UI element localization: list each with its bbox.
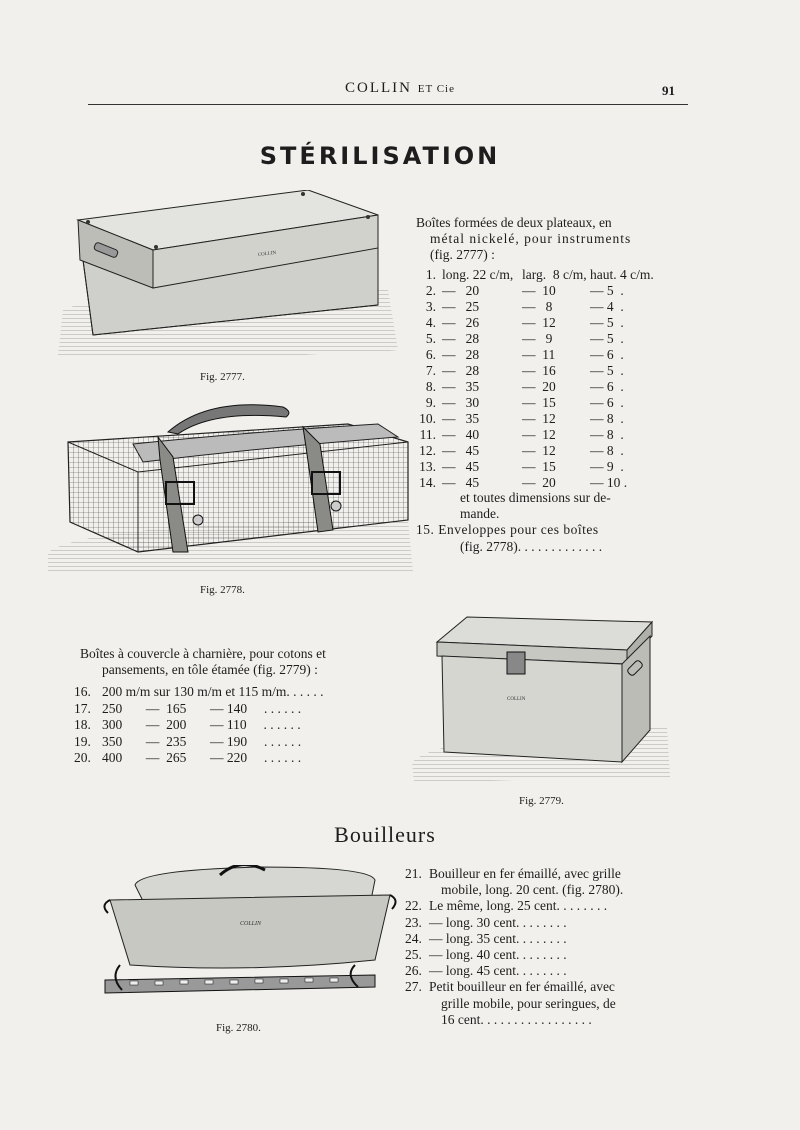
box-size-no: 9. — [425, 395, 436, 410]
header-rule — [88, 104, 688, 105]
box-size-row — [414, 443, 684, 459]
box-size-row — [414, 395, 684, 411]
box-size-b: larg. 8 c/m, — [522, 267, 587, 282]
figure-2779-cotton-box — [412, 612, 677, 792]
box-size-c: haut. 4 c/m. — [590, 267, 654, 282]
boiler-item — [405, 963, 690, 979]
box-size-b: — 15 — [522, 395, 556, 410]
running-head — [0, 80, 800, 97]
box-size-no: 8. — [425, 379, 436, 394]
boxes-intro-line-1: Boîtes formées de deux plateaux, en — [416, 215, 612, 230]
page-title: STÉRILISATION — [259, 142, 501, 170]
box-size-row — [414, 363, 684, 379]
boiler-item-line2: grille mobile, pour seringues, de — [441, 995, 616, 1011]
box-size-c: — 6 . — [590, 395, 624, 410]
box-size-a: — 45 — [442, 443, 480, 458]
boxes-note-line-2: mande. — [460, 506, 500, 522]
box-size-b: — 12 — [522, 315, 556, 330]
cotton-item-number: 20. — [74, 750, 91, 765]
cotton-size-list — [74, 684, 380, 774]
box-size-b: — 9 — [522, 331, 553, 346]
box-size-row — [414, 299, 684, 315]
box-size-c: — 5 . — [590, 331, 624, 346]
boiler-item-line1: — long. 45 cent. . . . . . . . — [429, 963, 567, 979]
caption-fig-2778: Fig. 2778. — [200, 584, 245, 596]
boiler-item-number: 22. — [405, 898, 422, 914]
box-size-c: — 5 . — [590, 315, 624, 330]
boxes-intro-line-2: métal nickelé, pour instruments — [430, 231, 632, 247]
boxes-intro-line-3: (fig. 2777) : — [430, 247, 495, 263]
box-size-no: 13. — [419, 459, 436, 474]
cotton-item-text: 200 m/m sur 130 m/m et 115 m/m. . . . . . — [102, 684, 324, 699]
box-size-row — [414, 475, 684, 491]
caption-fig-2780: Fig. 2780. — [216, 1022, 261, 1034]
boiler-item-line3: 16 cent. . . . . . . . . . . . . . . . . — [441, 1011, 592, 1027]
boiler-item-number: 25. — [405, 947, 422, 963]
box-size-b: — 8 — [522, 299, 553, 314]
item-15-line-2: (fig. 2778). . . . . . . . . . . . . — [460, 538, 603, 554]
box-size-a: — 35 — [442, 379, 480, 394]
cotton-item-text: 250 — 165 — 140 . . . . . . — [102, 700, 302, 716]
box-size-no: 10. — [419, 411, 436, 426]
boiler-item-line1: — long. 30 cent. . . . . . . . — [429, 914, 567, 930]
box-size-row — [414, 459, 684, 475]
cotton-item-text: 350 — 235 — 190 . . . . . . — [102, 733, 302, 749]
box-size-no: 4. — [425, 315, 436, 330]
boiler-item-number: 26. — [405, 963, 422, 979]
boiler-item — [405, 866, 690, 898]
box-size-a: — 45 — [442, 475, 480, 490]
box-size-no: 5. — [425, 331, 436, 346]
box-size-row — [414, 347, 684, 363]
box-size-c: — 6 . — [590, 379, 624, 394]
boiler-2780-stamp: COLLIN — [240, 921, 262, 927]
box-size-row — [414, 331, 684, 347]
box-size-c: — 4 . — [590, 299, 624, 314]
publisher-name: COLLIN — [344, 80, 412, 96]
figure-2780-boiler — [100, 865, 400, 1010]
figure-2778-envelope — [48, 402, 413, 577]
box-size-a: — 25 — [442, 299, 480, 314]
box-size-b: — 20 — [522, 379, 556, 394]
box-size-b: — 11 — [522, 347, 556, 362]
cotton-item-number: 18. — [74, 717, 91, 732]
box-size-no: 12. — [419, 443, 436, 458]
caption-fig-2777: Fig. 2777. — [200, 371, 245, 383]
box-size-row — [414, 379, 684, 395]
publisher-suffix: ET Cie — [417, 83, 455, 95]
boiler-item — [405, 947, 690, 963]
box-size-c: — 10 . — [590, 475, 628, 490]
boiler-item-number: 27. — [405, 979, 422, 995]
box-size-no: 7. — [425, 363, 436, 378]
cotton-intro-line-2: pansements, en tôle étamée (fig. 2779) : — [102, 662, 318, 678]
boiler-item-line1: Bouilleur en fer émaillé, avec grille — [429, 866, 621, 881]
box-size-a: — 20 — [442, 283, 480, 298]
cotton-item-number: 17. — [74, 700, 91, 716]
box-size-b: — 15 — [522, 459, 556, 474]
box-size-c: — 8 . — [590, 443, 624, 458]
box-size-a: — 45 — [442, 459, 480, 474]
box-size-row — [414, 283, 684, 299]
box-size-c: — 8 . — [590, 411, 624, 426]
box-size-c: — 5 . — [590, 283, 624, 298]
box-size-b: — 12 — [522, 411, 556, 426]
box-size-a: — 28 — [442, 331, 480, 346]
box-size-a: — 28 — [442, 363, 480, 378]
box-size-no: 14. — [419, 475, 436, 490]
box-size-c: — 8 . — [590, 427, 624, 442]
box-size-a: — 26 — [442, 315, 480, 330]
cotton-item-text: 400 — 265 — 220 . . . . . . — [102, 750, 302, 765]
box-size-no: 2. — [425, 283, 436, 298]
box-size-row — [414, 411, 684, 427]
figure-2777-sterilizing-box — [58, 190, 398, 365]
box-size-c: — 6 . — [590, 347, 624, 362]
box-size-c: — 9 . — [590, 459, 624, 474]
boiler-item — [405, 931, 690, 947]
box-size-b: — 16 — [522, 363, 556, 378]
box-size-a: — 40 — [442, 427, 480, 442]
box-size-no: 11. — [419, 427, 436, 442]
box-size-no: 3. — [425, 299, 436, 314]
boiler-item-line1: Le même, long. 25 cent. . . . . . . . — [429, 898, 608, 914]
box-size-b: — 10 — [522, 283, 556, 298]
boiler-item-line1: Petit bouilleur en fer émaillé, avec — [429, 979, 615, 995]
boxes-note-line-1: et toutes dimensions sur de- — [460, 490, 611, 505]
box-size-row — [414, 315, 684, 331]
boiler-item — [405, 898, 690, 914]
cotton-item-number: 16. — [74, 684, 91, 699]
box-size-row — [414, 267, 684, 283]
boiler-item-number: 21. — [405, 866, 422, 881]
boiler-item — [405, 979, 690, 1028]
item-15-line-1: 15. Enveloppes pour ces boîtes — [416, 522, 599, 538]
box-size-no: 1. — [425, 267, 436, 282]
box-2777-stamp: COLLIN — [257, 250, 277, 258]
boiler-item — [405, 915, 690, 931]
page-number: 91 — [662, 83, 675, 98]
caption-fig-2779: Fig. 2779. — [519, 795, 564, 807]
box-size-a: long. 22 c/m, — [442, 267, 514, 282]
box-size-a: — 28 — [442, 347, 480, 362]
section-title-bouilleurs: Bouilleurs — [334, 822, 436, 847]
box-size-a: — 35 — [442, 411, 480, 426]
box-size-b: — 20 — [522, 475, 556, 490]
boilers-list — [405, 866, 690, 1028]
boxes-intro — [416, 215, 686, 264]
boiler-item-number: 23. — [405, 914, 422, 930]
cotton-item-number: 19. — [74, 733, 91, 749]
box-size-b: — 12 — [522, 443, 556, 458]
box-size-a: — 30 — [442, 395, 480, 410]
box-size-row — [414, 427, 684, 443]
boiler-item-number: 24. — [405, 930, 422, 946]
cotton-intro-line-1: Boîtes à couvercle à charnière, pour cotons et — [80, 646, 326, 661]
boiler-item-line2: mobile, long. 20 cent. (fig. 2780). — [441, 882, 624, 898]
cotton-intro — [80, 646, 400, 678]
boiler-item-line1: — long. 40 cent. . . . . . . . — [429, 947, 567, 963]
boxes-size-list — [414, 267, 684, 492]
box-2779-stamp: COLLIN — [507, 697, 526, 702]
box-size-no: 6. — [425, 347, 436, 362]
boiler-item-line1: — long. 35 cent. . . . . . . . — [429, 930, 567, 946]
box-size-c: — 5 . — [590, 363, 624, 378]
cotton-item-text: 300 — 200 — 110 . . . . . . — [102, 717, 301, 732]
boxes-note — [416, 490, 686, 555]
box-size-b: — 12 — [522, 427, 556, 442]
